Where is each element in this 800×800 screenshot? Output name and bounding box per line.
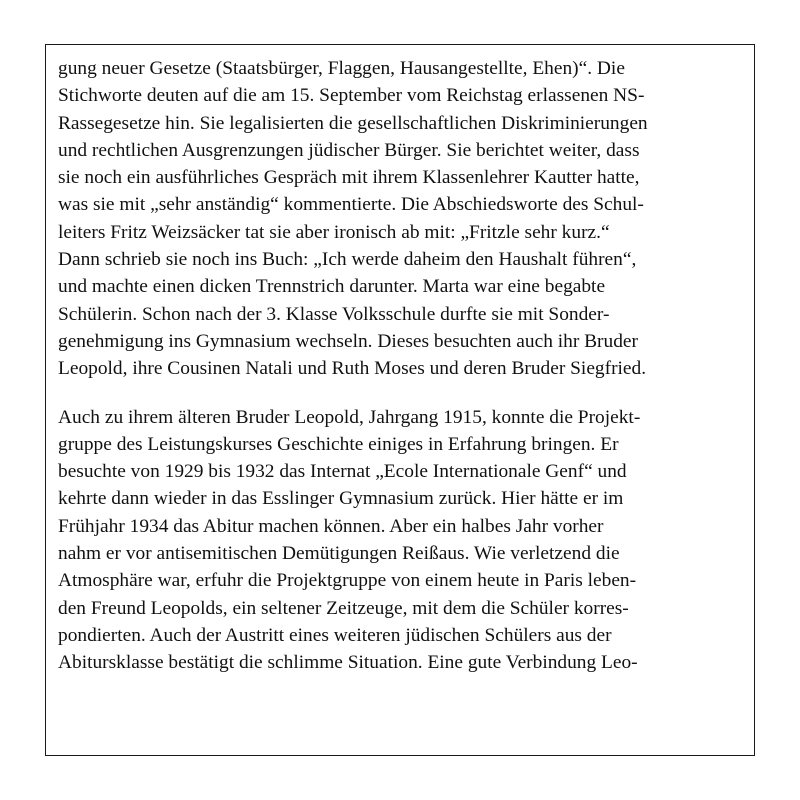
text-line: und rechtlichen Ausgrenzungen jüdischer Bürger. Sie berichtet weiter, dass — [58, 139, 640, 161]
paragraph-1 — [58, 55, 748, 383]
text-line: den Freund Leopolds, ein seltener Zeitzeuge, mit dem die Schüler korres- — [58, 597, 629, 619]
text-body — [58, 55, 748, 677]
paragraph-2 — [58, 404, 748, 677]
text-line: was sie mit „sehr anständig“ kommentierte. Die Abschiedsworte des Schul- — [58, 194, 644, 216]
text-line: sie noch ein ausführliches Gespräch mit ihrem Klassenlehrer Kautter hatte, — [58, 167, 640, 189]
paragraph-spacer — [58, 383, 748, 404]
text-line: leiters Fritz Weizsäcker tat sie aber ironisch ab mit: „Fritzle sehr kurz.“ — [58, 221, 610, 243]
text-line: gung neuer Gesetze (Staatsbürger, Flaggen, Hausangestellte, Ehen)“. Die — [58, 58, 625, 79]
text-line: nahm er vor antisemitischen Demütigungen Reißaus. Wie verletzend die — [58, 543, 620, 565]
page-frame — [45, 44, 755, 756]
text-line: Atmosphäre war, erfuhr die Projektgruppe von einem heute in Paris leben- — [58, 570, 637, 592]
text-line: genehmigung ins Gymnasium wechseln. Dieses besuchten auch ihr Bruder — [58, 330, 638, 352]
text-line: Frühjahr 1934 das Abitur machen können. Aber ein halbes Jahr vorher — [58, 515, 604, 537]
text-line: Schülerin. Schon nach der 3. Klasse Volksschule durfte sie mit Sonder- — [58, 303, 610, 325]
text-line: Dann schrieb sie noch ins Buch: „Ich werde daheim den Haushalt führen“, — [58, 249, 637, 271]
text-line: Leopold, ihre Cousinen Natali und Ruth Moses und deren Bruder Siegfried. — [58, 358, 647, 380]
text-line: kehrte dann wieder in das Esslinger Gymnasium zurück. Hier hätte er im — [58, 488, 624, 510]
text-line: pondierten. Auch der Austritt eines weiteren jüdischen Schülers aus der — [58, 624, 612, 646]
text-line: Rassegesetze hin. Sie legalisierten die gesellschaftlichen Diskriminierungen — [58, 112, 648, 134]
text-line: Auch zu ihrem älteren Bruder Leopold, Jahrgang 1915, konnte die Projekt- — [58, 406, 641, 428]
text-line: besuchte von 1929 bis 1932 das Internat „Ecole Internationale Genf“ und — [58, 461, 627, 483]
text-line: und machte einen dicken Trennstrich darunter. Marta war eine begabte — [58, 276, 606, 298]
text-line: Stichworte deuten auf die am 15. September vom Reichstag erlassenen NS- — [58, 85, 645, 107]
text-line: gruppe des Leistungskurses Geschichte einiges in Erfahrung bringen. Er — [58, 433, 619, 455]
text-line: Abitursklasse bestätigt die schlimme Situation. Eine gute Verbindung Leo- — [58, 652, 638, 674]
